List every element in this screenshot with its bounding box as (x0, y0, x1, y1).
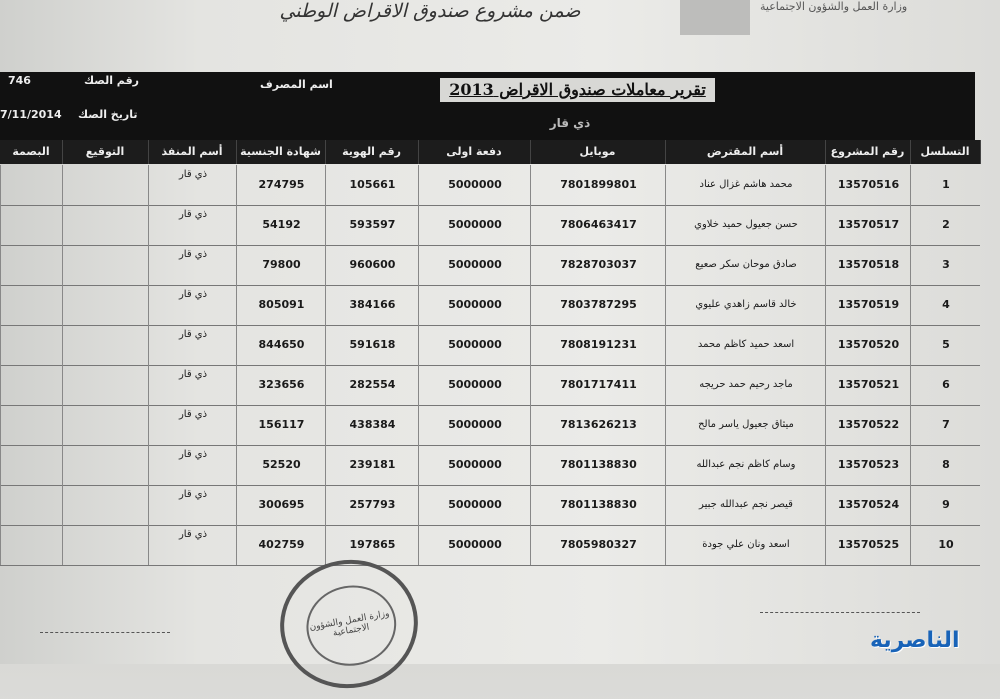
cell-payment: 5000000 (418, 205, 531, 245)
cell-fingerprint (0, 445, 63, 485)
cell-project: 13570520 (825, 325, 911, 365)
cell-mobile: 7805980327 (530, 525, 666, 565)
cell-nationality: 844650 (236, 325, 326, 365)
header-text: ضمن مشروع صندوق الاقراض الوطني (279, 0, 581, 22)
cell-fingerprint (0, 485, 63, 525)
cell-project: 13570516 (825, 165, 911, 205)
cell-id: 591618 (325, 325, 419, 365)
cell-executor: ذي قار (148, 285, 237, 325)
cell-executor: ذي قار (148, 405, 237, 445)
cheque-number-label: رقم الصك (84, 74, 139, 87)
cell-signature (62, 165, 149, 205)
cheque-date-value: 7/11/2014 (0, 108, 62, 121)
cell-payment: 5000000 (418, 485, 531, 525)
cell-payment: 5000000 (418, 325, 531, 365)
cell-id: 197865 (325, 525, 419, 565)
ministry-logo (680, 0, 750, 35)
cell-signature (62, 245, 149, 285)
signature-line-right (760, 612, 920, 613)
cell-signature (62, 285, 149, 325)
cell-id: 384166 (325, 285, 419, 325)
cell-seq: 4 (910, 285, 981, 325)
cell-id: 438384 (325, 405, 419, 445)
signature-line-left (40, 632, 170, 633)
cell-name: وسام كاظم نجم عبدالله (665, 445, 826, 485)
cell-name: محمد هاشم غزال عناد (665, 165, 826, 205)
cell-payment: 5000000 (418, 365, 531, 405)
cell-fingerprint (0, 325, 63, 365)
cell-fingerprint (0, 525, 63, 565)
cell-seq: 10 (910, 525, 981, 565)
cell-seq: 3 (910, 245, 981, 285)
cell-mobile: 7801717411 (530, 365, 666, 405)
cell-signature (62, 205, 149, 245)
cell-payment: 5000000 (418, 405, 531, 445)
cell-signature (62, 525, 149, 565)
cell-mobile: 7808191231 (530, 325, 666, 365)
cell-payment: 5000000 (418, 285, 531, 325)
cell-name: خالد قاسم زاهدي عليوي (665, 285, 826, 325)
header-nationality: شهادة الجنسية (236, 140, 326, 164)
cell-executor: ذي قار (148, 485, 237, 525)
cell-name: صادق موحان سكر صعيع (665, 245, 826, 285)
cell-seq: 8 (910, 445, 981, 485)
header-payment: دفعة اولى (418, 140, 531, 164)
cell-project: 13570518 (825, 245, 911, 285)
cell-seq: 1 (910, 165, 981, 205)
header-seq: التسلسل (910, 140, 981, 164)
cell-seq: 6 (910, 365, 981, 405)
cell-mobile: 7813626213 (530, 405, 666, 445)
cell-fingerprint (0, 245, 63, 285)
cheque-date-label: تاريخ الصك (78, 108, 138, 121)
cell-payment: 5000000 (418, 165, 531, 205)
cell-id: 105661 (325, 165, 419, 205)
cell-executor: ذي قار (148, 445, 237, 485)
cell-project: 13570522 (825, 405, 911, 445)
cell-nationality: 300695 (236, 485, 326, 525)
cell-nationality: 52520 (236, 445, 326, 485)
cell-id: 960600 (325, 245, 419, 285)
cell-signature (62, 445, 149, 485)
cell-executor: ذي قار (148, 525, 237, 565)
cell-signature (62, 325, 149, 365)
header-fingerprint: البصمة (0, 140, 63, 164)
stamp-text: وزارة العمل والشؤون الاجتماعية (308, 608, 391, 639)
cell-mobile: 7806463417 (530, 205, 666, 245)
report-title: تقرير معاملات صندوق الاقراض 2013 (440, 78, 715, 102)
cell-nationality: 156117 (236, 405, 326, 445)
cell-nationality: 402759 (236, 525, 326, 565)
cell-name: قيصر نجم عبدالله جبير (665, 485, 826, 525)
cell-signature (62, 485, 149, 525)
cell-project: 13570523 (825, 445, 911, 485)
header-signature: التوقيع (62, 140, 149, 164)
header-mobile: موبايل (530, 140, 666, 164)
cell-project: 13570519 (825, 285, 911, 325)
report-location: ذي قار (549, 116, 591, 130)
cell-name: ماجد رحيم حمد حريجه (665, 365, 826, 405)
cell-id: 257793 (325, 485, 419, 525)
cell-executor: ذي قار (148, 205, 237, 245)
cell-executor: ذي قار (148, 325, 237, 365)
cell-payment: 5000000 (418, 245, 531, 285)
cell-mobile: 7828703037 (530, 245, 666, 285)
header-name: أسم المقترض (665, 140, 826, 164)
cell-fingerprint (0, 405, 63, 445)
cell-seq: 7 (910, 405, 981, 445)
cell-fingerprint (0, 205, 63, 245)
cell-id: 593597 (325, 205, 419, 245)
header-id: رقم الهوية (325, 140, 419, 164)
cell-id: 282554 (325, 365, 419, 405)
cell-name: اسعد حميد كاظم محمد (665, 325, 826, 365)
cell-executor: ذي قار (148, 245, 237, 285)
watermark-logo: الناصرية (870, 628, 960, 653)
header-project: رقم المشروع (825, 140, 911, 164)
cell-project: 13570517 (825, 205, 911, 245)
cell-mobile: 7803787295 (530, 285, 666, 325)
cell-payment: 5000000 (418, 445, 531, 485)
cell-project: 13570525 (825, 525, 911, 565)
cell-fingerprint (0, 165, 63, 205)
cell-nationality: 54192 (236, 205, 326, 245)
cell-name: ميثاق جعيول ياسر مالح (665, 405, 826, 445)
cell-seq: 9 (910, 485, 981, 525)
cell-fingerprint (0, 285, 63, 325)
cell-name: حسن جعيول حميد خلاوي (665, 205, 826, 245)
cell-nationality: 323656 (236, 365, 326, 405)
cell-project: 13570521 (825, 365, 911, 405)
header-executor: أسم المنفذ (148, 140, 237, 164)
cell-nationality: 805091 (236, 285, 326, 325)
cell-signature (62, 405, 149, 445)
cell-seq: 2 (910, 205, 981, 245)
cheque-number-value: 746 (8, 74, 31, 87)
cell-nationality: 79800 (236, 245, 326, 285)
cell-fingerprint (0, 365, 63, 405)
cell-seq: 5 (910, 325, 981, 365)
cell-payment: 5000000 (418, 525, 531, 565)
cell-project: 13570524 (825, 485, 911, 525)
ministry-name: وزارة العمل والشؤون الاجتماعية (760, 0, 908, 13)
cell-mobile: 7801138830 (530, 445, 666, 485)
cell-id: 239181 (325, 445, 419, 485)
cell-executor: ذي قار (148, 165, 237, 205)
bank-name-label: اسم المصرف (260, 78, 333, 91)
cell-mobile: 7801138830 (530, 485, 666, 525)
cell-signature (62, 365, 149, 405)
cell-nationality: 274795 (236, 165, 326, 205)
cell-name: اسعد ونان علي جودة (665, 525, 826, 565)
cell-executor: ذي قار (148, 365, 237, 405)
cell-mobile: 7801899801 (530, 165, 666, 205)
